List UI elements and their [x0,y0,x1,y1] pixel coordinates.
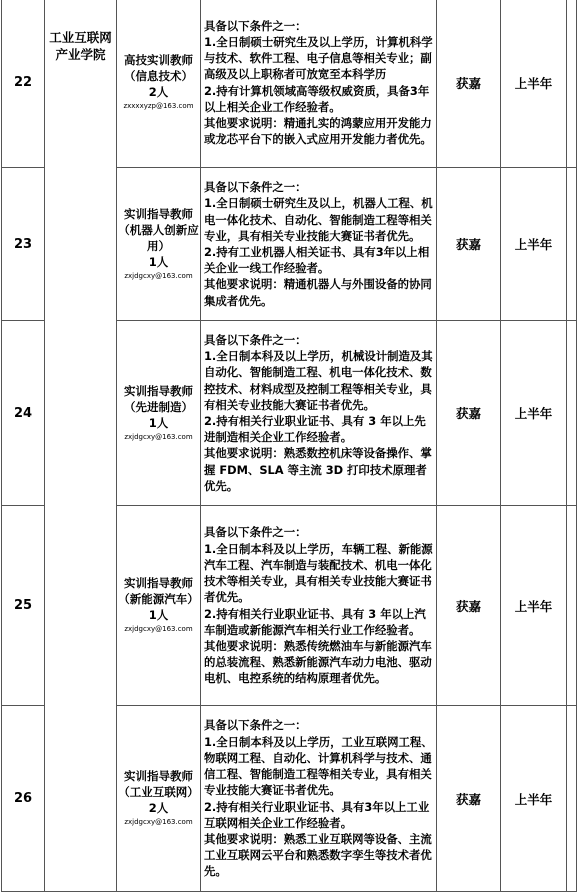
time-cell: 上半年 [501,706,567,892]
requirement-line: 1.全日制硕士研究生及以上学历，计算机科学与技术、软件工程、电子信息等相关专业；副高级及以上职称者可放宽至本科学历 [204,34,433,82]
requirement-line: 其他要求说明：熟悉传统燃油车与新能源汽车的总装流程、熟悉新能源汽车动力电池、驱动电机、电控系统的结构原理者优先。 [204,638,432,686]
time-cell: 上半年 [501,321,567,506]
blank-cell [567,321,577,506]
position-title: 实训指导教师（工业互联网） [118,769,199,799]
department-cell [45,0,117,892]
requirement-line: 1.全日制硕士研究生及以上，机器人工程、机电一体化技术、自动化、智能制造工程等相关专业，具有相关专业技能大赛证书者优先。 [204,196,433,243]
requirement-line: 2.持有相关行业职业证书、具有 3 年以上先进制造相关企业工作经验者。 [204,414,426,445]
location-cell: 获嘉 [437,706,501,892]
requirement-line: 其他要求说明：精通扎实的鸿蒙应用开发能力或龙芯平台下的嵌入式应用开发能力者优先。 [204,115,432,147]
contact-email: zxjdgcxy@163.com [124,271,193,280]
location-cell: 获嘉 [437,168,501,321]
position-count: 1人 [148,608,169,622]
position-title: 实训指导教师（先进制造） [124,383,193,414]
blank-cell [567,168,577,321]
requirement-line: 1.全日制本科及以上学历，车辆工程、新能源汽车工程、汽车制造与装配技术、机电一体化技术等相关专业，具有相关专业技能大赛证书者优先。 [204,541,433,605]
requirements-cell [201,506,437,706]
row-number: 25 [2,506,45,706]
row-number: 23 [2,168,45,321]
location-cell: 获嘉 [437,0,501,168]
position-cell [117,706,201,892]
contact-email: zxjdgcxy@163.com [124,818,193,826]
requirement-line: 其他要求说明：精通机器人与外围设备的协同集成者优先。 [204,277,432,308]
requirements-cell [201,706,437,892]
department-name: 工业互联网产业学院 [49,30,112,62]
contact-email: zxxxxyzp@163.com [123,102,194,110]
requirement-line: 1.全日制本科及以上学历，工业互联网工程、物联网工程、自动化、计算机科学与技术、通信工程、智能制造工程等相关专业，具有相关专业技能大赛证书者优先。 [204,734,433,798]
position-count: 1人 [148,254,169,269]
position-count: 2人 [148,801,169,815]
position-title: 实训指导教师（新能源汽车） [118,576,199,606]
requirement-line: 具备以下条件之一： [204,180,307,195]
requirement-line: 1.全日制本科及以上学历，机械设计制造及其自动化、智能制造工程、机电一体化技术、数控技术、材料成型及控制工程等相关专业，具有相关专业技能大赛证书者优先。 [204,349,433,412]
position-cell [117,168,201,321]
requirement-line: 具备以下条件之一： [204,525,307,540]
requirement-line: 2.持有相关行业职业证书、具有 3 年以上汽车制造或新能源汽车相关行业工作经验者。 [204,606,426,637]
requirement-line: 2.持有相关行业职业证书、具有3年以上工业互联网相关企业工作经验者。 [204,799,430,830]
time-cell: 上半年 [501,506,567,706]
requirement-line: 具备以下条件之一： [204,332,307,347]
position-title: 高技实训教师（信息技术） [124,53,193,83]
contact-email: zxjdgcxy@163.com [124,625,193,633]
time-cell: 上半年 [501,168,567,321]
position-title: 实训指导教师（机器人创新应用） [118,206,199,253]
position-cell [117,0,201,168]
position-cell [117,321,201,506]
position-cell [117,506,201,706]
requirements-cell [201,0,437,168]
table-row [2,0,577,168]
contact-email: zxjdgcxy@163.com [124,432,193,441]
requirement-line: 具备以下条件之一： [204,18,307,33]
blank-cell [567,706,577,892]
requirements-cell [201,168,437,321]
row-number: 22 [2,0,45,168]
row-number: 26 [2,706,45,892]
requirement-line: 具备以下条件之一： [204,718,307,733]
requirements-cell [201,321,437,506]
location-cell: 获嘉 [437,321,501,506]
recruitment-table [1,0,577,892]
position-count: 2人 [148,85,169,99]
position-count: 1人 [148,415,169,430]
time-cell: 上半年 [501,0,567,168]
requirement-line: 2.持有工业机器人相关证书、具有3年以上相关企业一线工作经验者。 [204,245,430,276]
requirement-line: 2.持有计算机领域高等级权威资质，具备3年以上相关企业工作经验者。 [204,83,430,114]
location-cell: 获嘉 [437,506,501,706]
blank-cell [567,0,577,168]
blank-cell [567,506,577,706]
requirement-line: 其他要求说明：熟悉工业互联网等设备、主流工业互联网云平台和熟悉数字孪生等技术者优先。 [204,831,432,879]
requirement-line: 其他要求说明：熟悉数控机床等设备操作、掌握 FDM、SLA 等主流 3D 打印技术原理者优先。 [204,446,432,493]
row-number: 24 [2,321,45,506]
